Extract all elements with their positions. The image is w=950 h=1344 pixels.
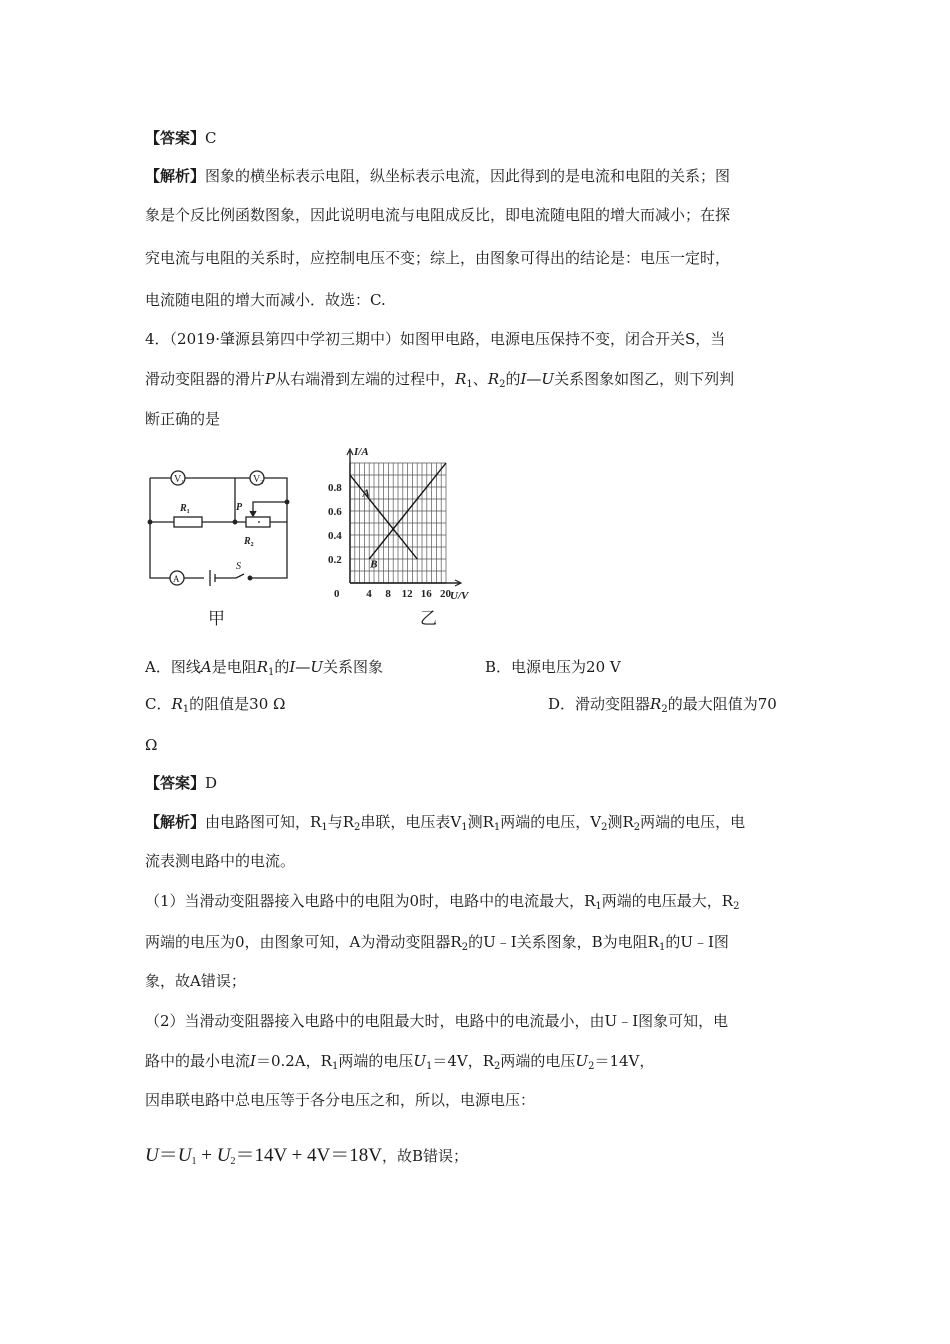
analysis-line-7 bbox=[145, 1049, 810, 1073]
x-tick-label: 8 bbox=[385, 588, 391, 600]
analysis-text: （1）当滑动变阻器接入电路中的电阻为0时，电路中的电流最大，R bbox=[145, 892, 596, 910]
formula-text: ＝ bbox=[158, 1145, 178, 1166]
answer-label: 【答案】 bbox=[145, 774, 206, 792]
formula-tail: ，故B错误； bbox=[381, 1147, 469, 1165]
analysis-text: 两端的电压最大，R bbox=[601, 892, 734, 910]
option-text: 是电阻 bbox=[211, 658, 257, 676]
option-d-wrap: Ω bbox=[145, 736, 158, 754]
resistor-1-label: $R_1$ bbox=[180, 503, 190, 515]
prev-analysis-line-1 bbox=[145, 164, 810, 188]
analysis-sub: 1 bbox=[321, 822, 328, 833]
prev-analysis-line-4: 电流随电阻的增大而减小．故选：C. bbox=[145, 291, 386, 309]
analysis-text: 两端的电压为0，由图象可知，A为滑动变阻器R bbox=[145, 933, 462, 951]
graph-caption: 乙 bbox=[420, 609, 437, 629]
stem-sub: 2 bbox=[499, 379, 506, 390]
formula-sub: 1 bbox=[191, 1156, 197, 1167]
formula-sub: 2 bbox=[230, 1156, 236, 1167]
analysis-text: 串联，电压表V bbox=[360, 813, 462, 831]
resistor-2-label: $R_2$ bbox=[244, 536, 254, 548]
stem-var-r1: R bbox=[455, 370, 467, 388]
analysis-text: 由电路图可知，R bbox=[205, 813, 322, 831]
analysis-sub: 2 bbox=[601, 822, 608, 833]
stem-text: 的 bbox=[505, 370, 521, 388]
analysis-text: 两端的电压，电 bbox=[640, 813, 746, 831]
answer-label: 【答案】 bbox=[145, 129, 206, 147]
option-text: C． bbox=[145, 695, 172, 713]
analysis-text: 的U﹣I图 bbox=[665, 933, 729, 951]
analysis-text: 的U﹣I关系图象，B为电阻R bbox=[468, 933, 659, 951]
option-var: I—U bbox=[289, 658, 323, 676]
iu-graph bbox=[328, 446, 470, 602]
analysis-sub: 1 bbox=[658, 942, 666, 953]
analysis-sub: 2 bbox=[588, 1061, 595, 1072]
answer-value: C bbox=[205, 129, 217, 147]
x-tick-label: 12 bbox=[401, 588, 413, 600]
x-tick-label: 20 bbox=[440, 588, 451, 600]
option-b: B．电源电压为20 V bbox=[485, 658, 621, 676]
analysis-var: I bbox=[250, 1052, 256, 1070]
voltmeter-2-label: $V_2$ bbox=[253, 474, 264, 486]
analysis-sub: 1 bbox=[331, 1061, 339, 1072]
formula-text: ＝14V + 4V＝18V bbox=[235, 1145, 382, 1166]
analysis-text: 两端的电压，V bbox=[500, 813, 602, 831]
analysis-sub: 2 bbox=[633, 822, 641, 833]
analysis-text: ＝0.2A，R bbox=[255, 1052, 332, 1070]
y-axis-label: I/A bbox=[354, 446, 369, 458]
option-text: 的最大阻值为70 bbox=[667, 695, 777, 713]
switch-label: S bbox=[236, 561, 241, 572]
formula-text: + bbox=[196, 1145, 217, 1166]
analysis-text: 与R bbox=[327, 813, 354, 831]
figure-svg bbox=[140, 438, 510, 638]
analysis-text: 测R bbox=[467, 813, 494, 831]
analysis-line-6: （2）当滑动变阻器接入电路中的电阻最大时，电路中的电流最小，由U﹣I图象可知，电 bbox=[145, 1012, 729, 1030]
formula-var: U bbox=[177, 1145, 192, 1166]
ammeter-label: A bbox=[173, 574, 180, 584]
option-d bbox=[548, 692, 808, 716]
y-tick-label: 0.2 bbox=[328, 554, 342, 566]
y-tick-label: 0.6 bbox=[328, 506, 342, 518]
prev-analysis-line-3: 究电流与电阻的关系时，应控制电压不变；综上，由图象可得出的结论是：电压一定时， bbox=[145, 249, 731, 267]
option-text: 的 bbox=[274, 658, 290, 676]
voltmeter-1-label: $V_1$ bbox=[174, 474, 185, 486]
option-var: R bbox=[171, 695, 183, 713]
line-a-label: A bbox=[362, 487, 370, 500]
analysis-sub: 2 bbox=[353, 822, 361, 833]
analysis-sub: 1 bbox=[425, 1061, 433, 1072]
question-stem-line-3: 断正确的是 bbox=[145, 410, 221, 428]
question-stem-line-1: 4．（2019·肇源县第四中学初三期中）如图甲电路，电源电压保持不变，闭合开关S，当 bbox=[145, 330, 726, 348]
analysis-line-3 bbox=[145, 889, 810, 913]
option-var: A bbox=[200, 658, 212, 676]
option-sub: 2 bbox=[661, 704, 668, 715]
stem-var-iu: I—U bbox=[520, 370, 555, 388]
analysis-label: 【解析】 bbox=[145, 167, 206, 185]
prev-answer-line bbox=[145, 126, 810, 150]
formula-var: U bbox=[216, 1145, 231, 1166]
analysis-text: 测R bbox=[607, 813, 634, 831]
analysis-sub: 2 bbox=[733, 901, 740, 912]
y-tick-label: 0.4 bbox=[328, 530, 342, 542]
stem-var-r2: R bbox=[487, 370, 500, 388]
option-sub: 1 bbox=[182, 704, 190, 715]
analysis-text: ＝4V，R bbox=[432, 1052, 495, 1070]
option-var: R bbox=[256, 658, 268, 676]
option-text: 的阻值是30 Ω bbox=[189, 695, 286, 713]
circuit-diagram bbox=[148, 471, 289, 586]
option-text: 关系图象 bbox=[322, 658, 383, 676]
line-b-label: B bbox=[370, 558, 378, 571]
stem-text: 滑动变阻器的滑片 bbox=[145, 370, 266, 388]
analysis-sub: 2 bbox=[494, 1061, 501, 1072]
option-text: D．滑动变阻器 bbox=[548, 695, 651, 713]
analysis-sub: 2 bbox=[461, 942, 469, 953]
x-tick-label: 16 bbox=[420, 588, 432, 600]
stem-sub: 1 bbox=[466, 379, 473, 390]
formula-var: U bbox=[145, 1145, 159, 1166]
analysis-text: 图象的横坐标表示电阻，纵坐标表示电流，因此得到的是电流和电阻的关系；图 bbox=[205, 167, 731, 185]
analysis-text: 路中的最小电流 bbox=[145, 1052, 251, 1070]
analysis-text: 两端的电压 bbox=[500, 1052, 576, 1070]
x-axis-label: U/V bbox=[450, 590, 469, 602]
analysis-line-4 bbox=[145, 930, 810, 954]
analysis-line-1 bbox=[145, 810, 810, 834]
analysis-text: ＝14V， bbox=[594, 1052, 655, 1070]
stem-text: 从右端滑到左端的过程中， bbox=[275, 370, 456, 388]
question-figure bbox=[140, 438, 510, 638]
slider-p-label: P bbox=[236, 502, 243, 513]
option-var: R bbox=[650, 695, 662, 713]
stem-text: 、 bbox=[472, 370, 488, 388]
origin-label: 0 bbox=[334, 588, 340, 600]
circuit-labels bbox=[173, 474, 263, 584]
voltage-formula bbox=[145, 1140, 468, 1167]
analysis-var: U bbox=[413, 1052, 426, 1070]
x-tick-label: 4 bbox=[366, 588, 372, 600]
prev-analysis-line-2: 象是个反比例函数图象，因此说明电流与电阻成反比，即电流随电阻的增大而减小；在探 bbox=[145, 206, 731, 224]
stem-var-p: P bbox=[265, 370, 276, 388]
option-sub: 1 bbox=[268, 667, 275, 678]
answer-value: D bbox=[205, 774, 218, 792]
analysis-sub: 1 bbox=[595, 901, 602, 912]
question-stem-line-2 bbox=[145, 367, 810, 391]
analysis-label: 【解析】 bbox=[145, 813, 206, 831]
option-text: A．图线 bbox=[145, 658, 201, 676]
analysis-line-8: 因串联电路中总电压等于各分电压之和，所以，电源电压： bbox=[145, 1091, 536, 1109]
stem-text: 关系图象如图乙，则下列判 bbox=[554, 370, 735, 388]
analysis-line-2: 流表测电路中的电流。 bbox=[145, 852, 296, 870]
analysis-sub: 1 bbox=[461, 822, 468, 833]
answer-line bbox=[145, 771, 810, 795]
analysis-sub: 1 bbox=[493, 822, 501, 833]
circuit-caption: 甲 bbox=[208, 609, 225, 629]
y-tick-label: 0.8 bbox=[328, 482, 342, 494]
analysis-var: U bbox=[575, 1052, 589, 1070]
analysis-line-5: 象，故A错误； bbox=[145, 972, 246, 990]
analysis-text: 两端的电压 bbox=[338, 1052, 414, 1070]
